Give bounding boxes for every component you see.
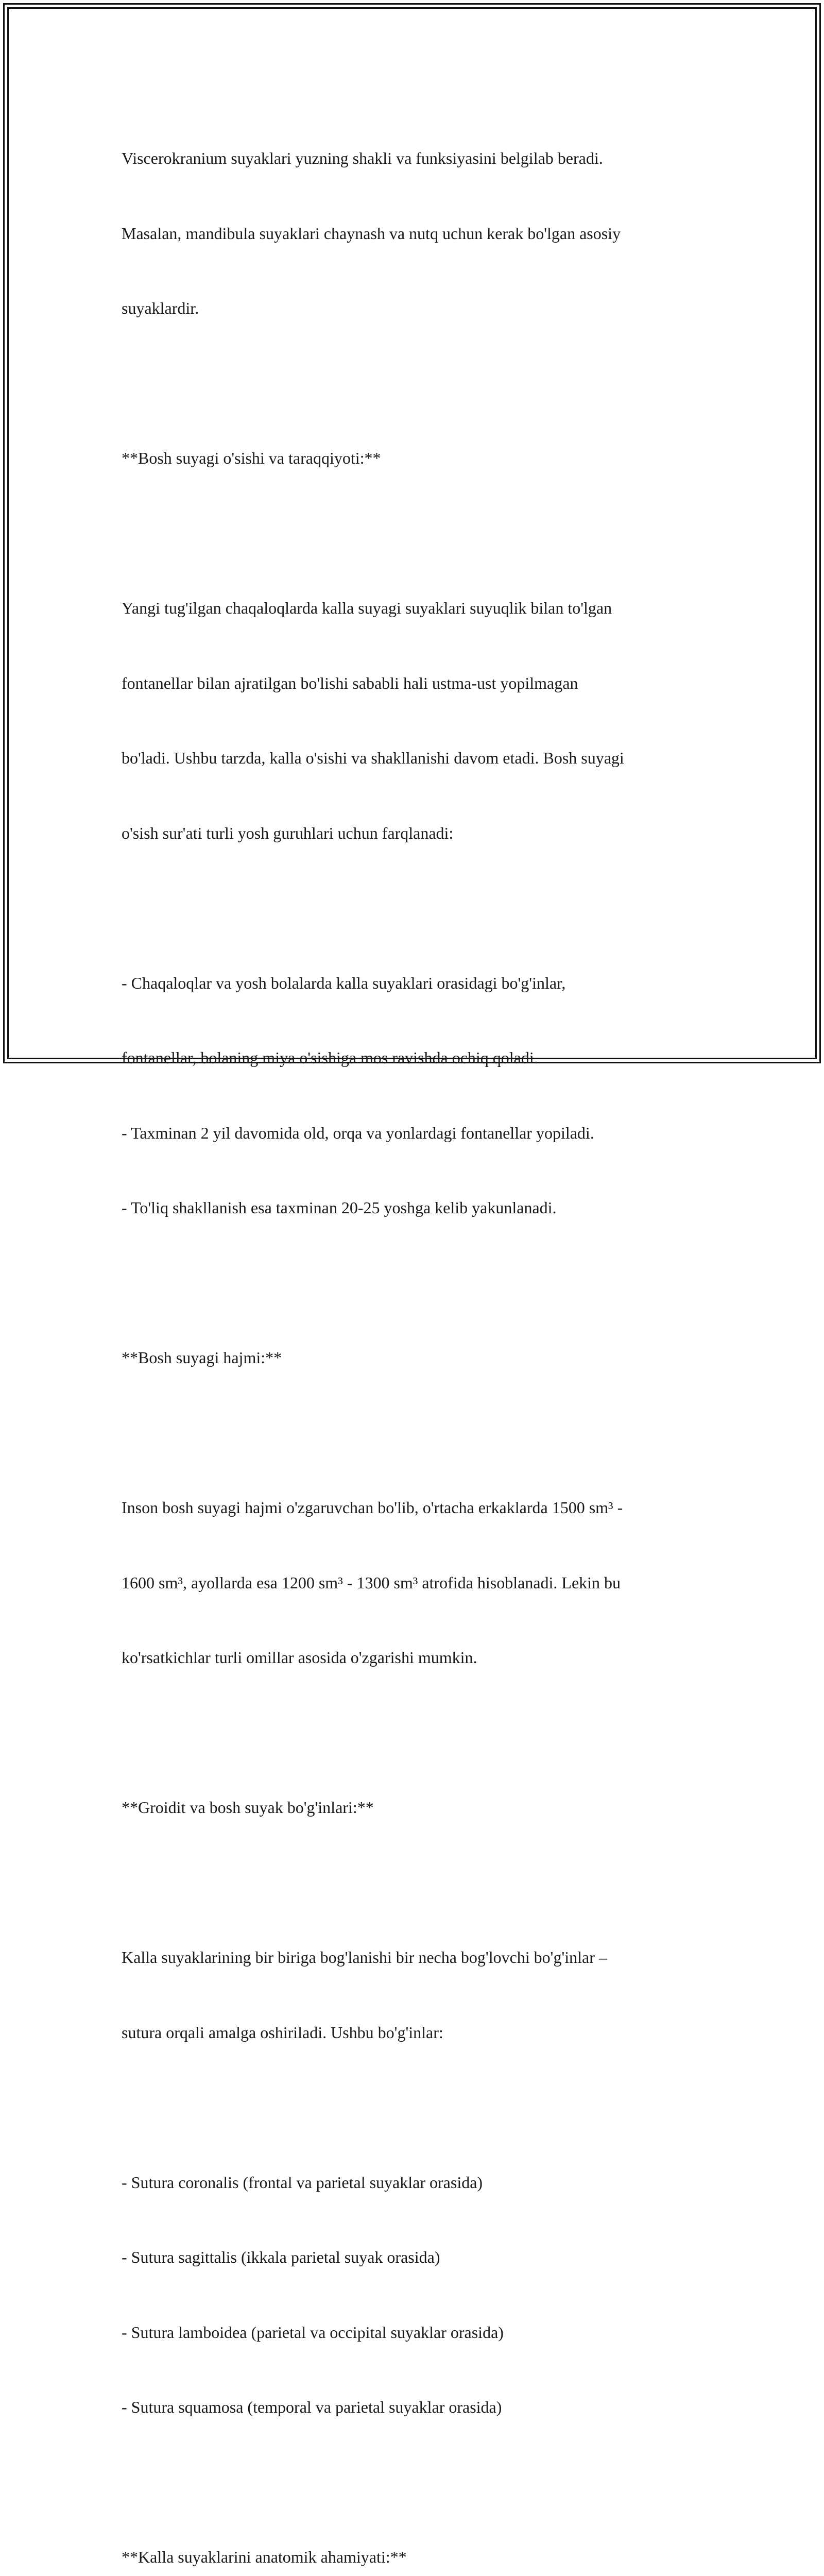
paragraph-volume (122, 1445, 714, 1720)
heading-text: **Bosh suyagi hajmi:** (122, 1348, 282, 1367)
text-line: fontanellar bilan ajratilgan bo'lishi sababli hali ustma-ust yopilmagan (122, 673, 578, 692)
heading-text: **Kalla suyaklarini anatomik ahamiyati:** (122, 2548, 407, 2566)
text-line: Yangi tug'ilgan chaqaloqlarda kalla suyagi suyaklari suyuqlik bilan to'lgan (122, 599, 612, 617)
heading-text: **Groidit va bosh suyak bo'g'inlari:** (122, 1798, 374, 1817)
document-body (122, 96, 714, 2576)
list-sutures (122, 2120, 714, 2470)
text-line: bo'ladi. Ushbu tarzda, kalla o'sishi va shakllanishi davom etadi. Bosh suyagi (122, 749, 624, 767)
paragraph-sutures (122, 1895, 714, 2095)
heading-text: **Bosh suyagi o'sishi va taraqqiyoti:** (122, 449, 381, 467)
text-line: Inson bosh suyagi hajmi o'zgaruvchan bo'lib, o'rtacha erkaklarda 1500 sm³ - (122, 1498, 623, 1517)
text-line: 1600 sm³, ayollarda esa 1200 sm³ - 1300 sm³ atrofida hisoblanadi. Lekin bu (122, 1573, 621, 1592)
list-item: - Sutura squamosa (temporal va parietal suyaklar orasida) (122, 2398, 502, 2416)
list-item: - Sutura sagittalis (ikkala parietal suyak orasida) (122, 2248, 440, 2266)
list-item: - Taxminan 2 yil davomida old, orqa va yonlardagi fontanellar yopiladi. (122, 1123, 594, 1142)
list-item: - Sutura lamboidea (parietal va occipital suyaklar orasida) (122, 2323, 504, 2342)
text-line: sutura orqali amalga oshiriladi. Ushbu bo'g'inlar: (122, 2023, 443, 2042)
list-item: - To'liq shakllanish esa taxminan 20-25 yoshga kelib yakunlanadi. (122, 1198, 557, 1217)
paragraph-newborn (122, 546, 714, 895)
text-line: Masalan, mandibula suyaklari chaynash va nutq uchun kerak bo'lgan asosiy (122, 224, 621, 243)
list-item-continuation: fontanellar, bolaning miya o'sishiga mos ravishda ochiq qoladi. (122, 1048, 538, 1067)
list-item: - Chaqaloqlar va yosh bolalarda kalla suyaklari orasidagi bo'g'inlar, (122, 973, 566, 992)
text-line: Viscerokranium suyaklari yuzning shakli va funksiyasini belgilab beradi. (122, 149, 603, 167)
heading-anatomical (122, 2495, 714, 2576)
text-line: Kalla suyaklarining bir biriga bog'lanishi bir necha bog'lovchi bo'g'inlar – (122, 1948, 607, 1967)
paragraph-viscerokranium (122, 96, 714, 371)
list-item: - Sutura coronalis (frontal va parietal suyaklar orasida) (122, 2173, 483, 2192)
text-line: ko'rsatkichlar turli omillar asosida o'zgarishi mumkin. (122, 1648, 477, 1667)
list-growth-stages (122, 921, 714, 1270)
heading-volume (122, 1295, 714, 1420)
text-line: suyaklardir. (122, 299, 199, 317)
text-line: o'sish sur'ati turli yosh guruhlari uchun farqlanadi: (122, 823, 454, 842)
heading-sutures (122, 1745, 714, 1870)
heading-growth (122, 396, 714, 521)
